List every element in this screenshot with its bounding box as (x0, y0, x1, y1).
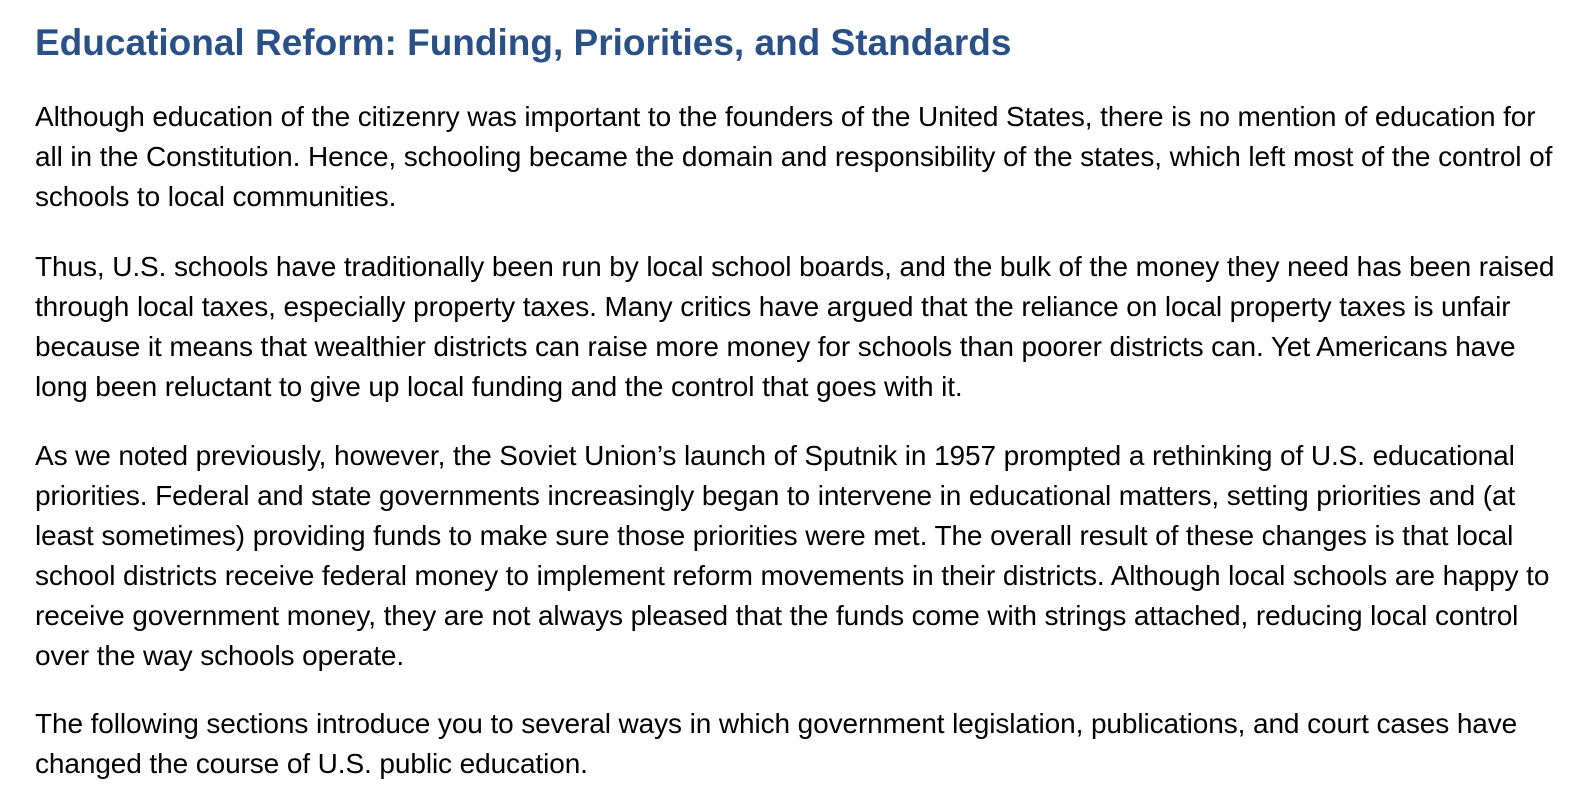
article-content (35, 0, 1555, 784)
paragraph-1: Although education of the citizenry was important to the founders of the United States, there is no mention of education for all in the Constitution. Hence, schooling became the domain and responsibility of the states, which left most of the control of schools to local communities. (35, 101, 1553, 212)
paragraph-3: As we noted previously, however, the Soviet Union’s launch of Sputnik in 1957 prompted a rethinking of U.S. educational priorities. Federal and state governments increasingly began to intervene in educational matters, setting priorities and (at least sometimes) providing funds to make sure those priorities were met. The overall result of these changes is that local school districts receive federal money to implement reform movements in their districts. Although local schools are happy to receive government money, they are not always pleased that the funds come with strings attached, reducing local control over the way schools operate. (35, 440, 1550, 671)
page-title: Educational Reform: Funding, Priorities, and Standards (35, 22, 1012, 63)
paragraph-2: Thus, U.S. schools have traditionally been run by local school boards, and the bulk of the money they need has been raised through local taxes, especially property taxes. Many critics have argued that the reliance on local property taxes is unfair because it means that wealthier districts can raise more money for schools than poorer districts can. Yet Americans have long been reluctant to give up local funding and the control that goes with it. (35, 251, 1555, 402)
paragraph-4: The following sections introduce you to several ways in which government legislation, publications, and court cases have changed the course of U.S. public education. (35, 708, 1518, 779)
